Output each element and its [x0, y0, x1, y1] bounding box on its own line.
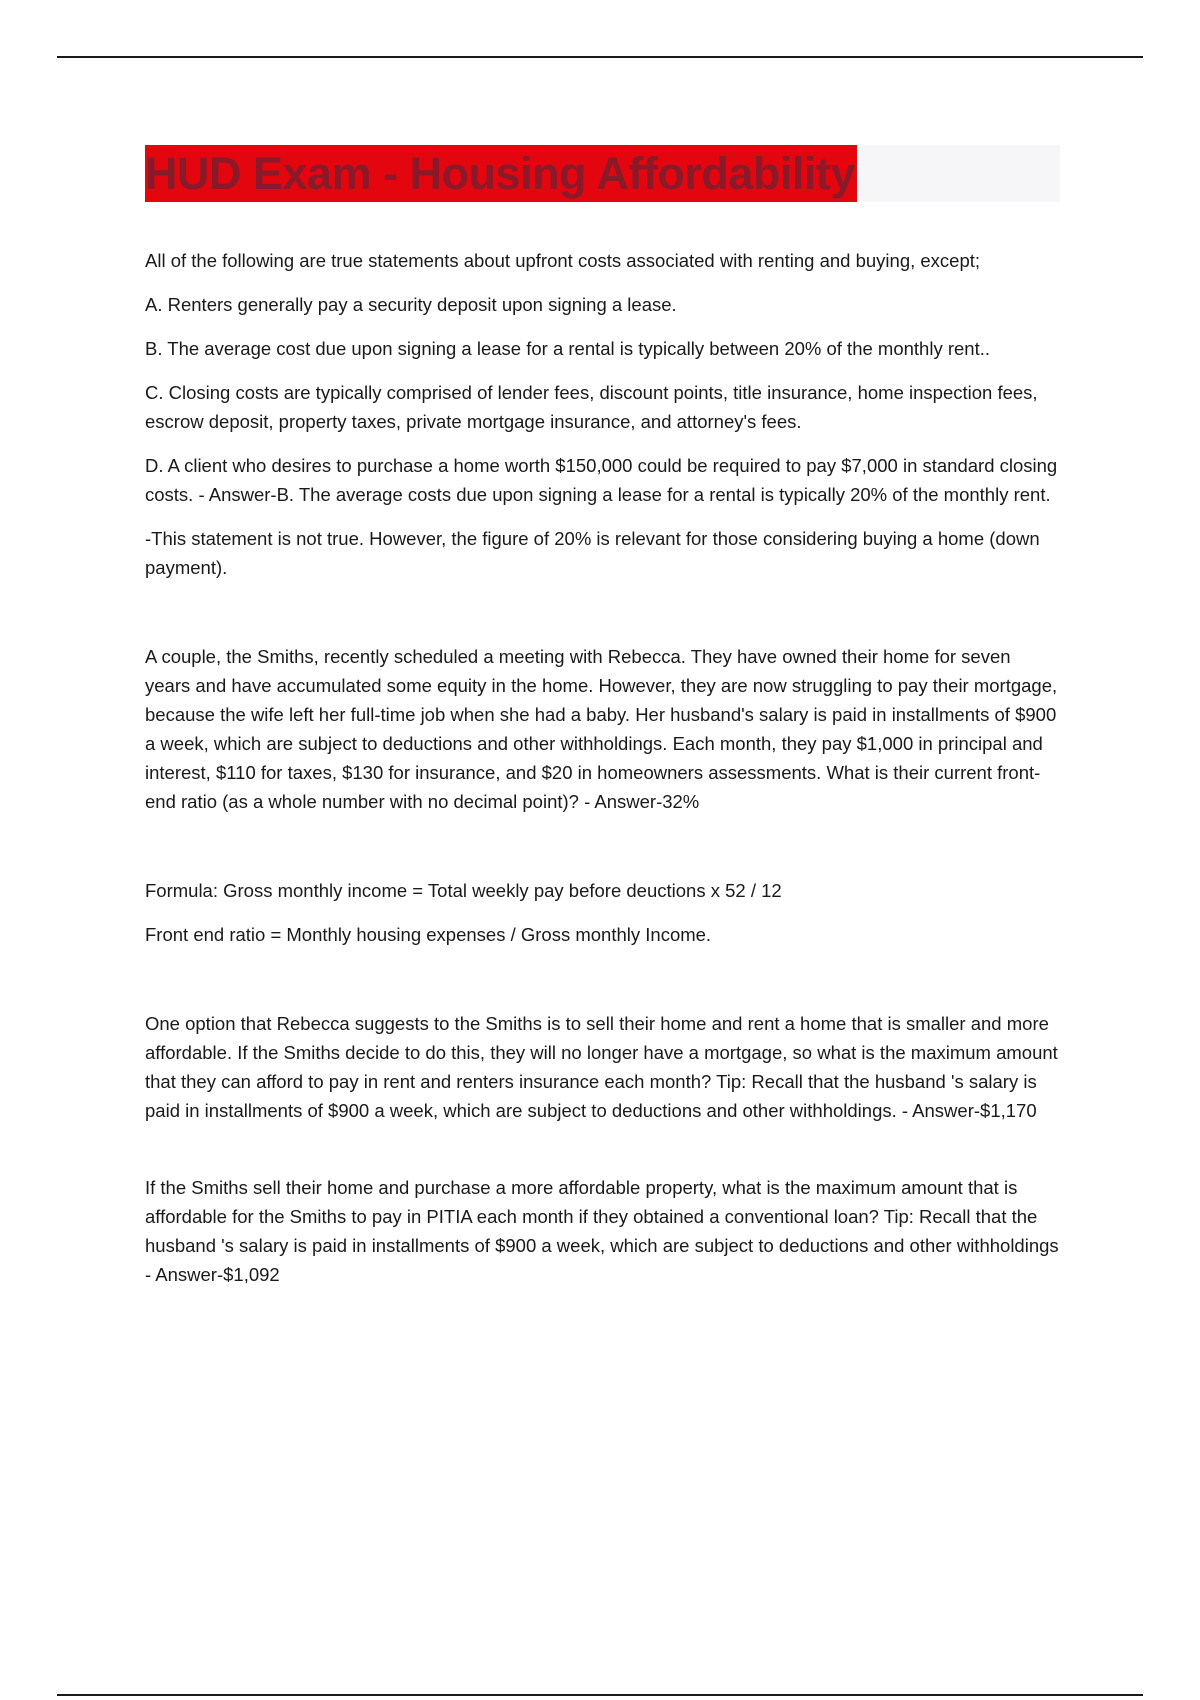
q1-question: All of the following are true statements about upfront costs associated with renting and buying, except; — [145, 250, 981, 271]
q2-text: A couple, the Smiths, recently scheduled a meeting with Rebecca. They have owned their home for seven years and have accumulated some equity in the home. However, they are now struggling to pay their mortgage, because the wife left her full-time job when she had a baby. Her husband's salary is paid in installments of $900 a week, which are subject to deductions and other withholdings. Each month, they pay $1,000 in principal and interest, $110 for taxes, $130 for insurance, and $20 in homeowners assessments. What is their current front-end ratio (as a whole number with no decimal point)? - Answer-32% — [145, 646, 1058, 812]
q1-option-d: D. A client who desires to purchase a home worth $150,000 could be required to pay $7,000 in standard closing costs. - Answer-B. The average costs due upon signing a lease for a rental is typically 20% of the monthly rent. — [145, 455, 1058, 505]
q4-text: If the Smiths sell their home and purchase a more affordable property, what is the maximum amount that is affordable for the Smiths to pay in PITIA each month if they obtained a conventional loan? Tip: Recall that the husband 's salary is paid in installments of $900 a week, which are subject to deductions and other withholdings - Answer-$1,092 — [145, 1177, 1059, 1285]
title-band — [145, 145, 1060, 202]
document-title: HUD Exam - Housing Affordability — [145, 145, 857, 202]
q1-option-a: A. Renters generally pay a security deposit upon signing a lease. — [145, 294, 677, 315]
q1-explanation: -This statement is not true. However, the figure of 20% is relevant for those considering buying a home (down payment). — [145, 528, 1040, 578]
q1-option-c: C. Closing costs are typically comprised of lender fees, discount points, title insurance, home inspection fees, escrow deposit, property taxes, private mortgage insurance, and attorney's fees. — [145, 382, 1038, 432]
footer-rule — [57, 1694, 1143, 1696]
formula-gross-income: Formula: Gross monthly income = Total weekly pay before deuctions x 52 / 12 — [145, 880, 782, 901]
document-body — [145, 145, 1060, 1304]
q1-option-b: B. The average cost due upon signing a lease for a rental is typically between 20% of the monthly rent.. — [145, 338, 990, 359]
formula-front-end: Front end ratio = Monthly housing expenses / Gross monthly Income. — [145, 924, 712, 945]
header-rule — [57, 56, 1143, 58]
q3-text: One option that Rebecca suggests to the Smiths is to sell their home and rent a home that is smaller and more affordable. If the Smiths decide to do this, they will no longer have a mortgage, so what is the maximum amount that they can afford to pay in rent and renters insurance each month? Tip: Recall that the husband 's salary is paid in installments of $900 a week, which are subject to deductions and other withholdings. - Answer-$1,170 — [145, 1013, 1058, 1121]
